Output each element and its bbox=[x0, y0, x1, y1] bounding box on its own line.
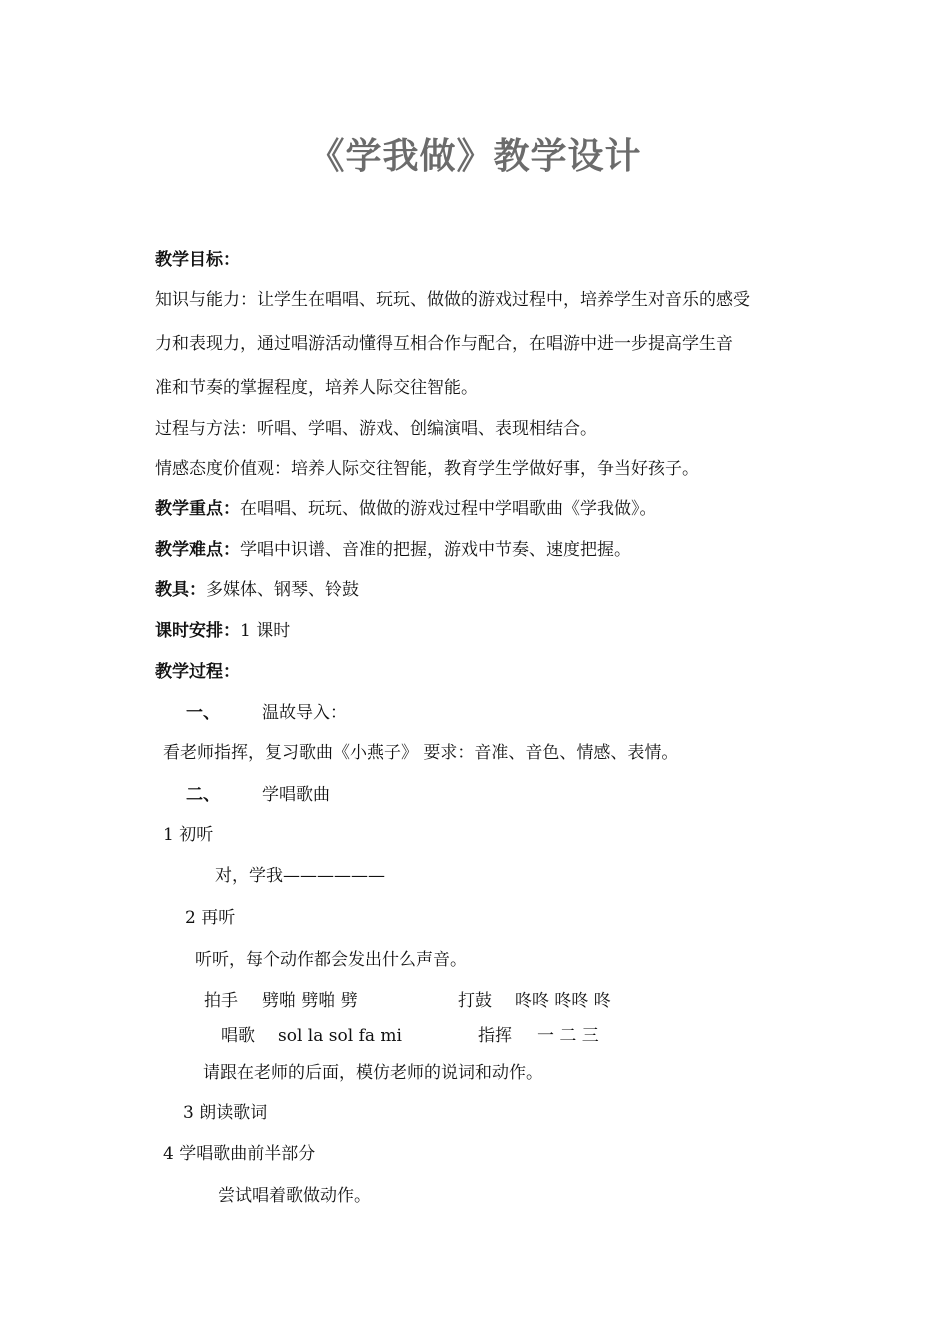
imitate-text: 请跟在老师的后面，模仿老师的说词和动作。 bbox=[203, 1063, 543, 1083]
tools-text: 多媒体、钢琴、铃鼓 bbox=[206, 580, 359, 600]
step3-heading: 3 朗读歌词 bbox=[183, 1103, 268, 1123]
step4-heading: 4 学唱歌曲前半部分 bbox=[163, 1144, 316, 1164]
difficulty bbox=[155, 539, 631, 561]
process-method: 过程与方法：听唱、学唱、游戏、创编演唱、表现相结合。 bbox=[155, 419, 597, 439]
tools-label: 教具： bbox=[155, 580, 206, 600]
step1-heading: 1 初听 bbox=[163, 825, 214, 845]
clap-label: 拍手 bbox=[204, 991, 238, 1011]
tools bbox=[155, 579, 359, 601]
step4-text: 尝试唱着歌做动作。 bbox=[218, 1186, 371, 1206]
difficulty-label: 教学难点： bbox=[155, 540, 240, 560]
section1-number: 一、 bbox=[186, 703, 220, 723]
difficulty-text: 学唱中识谱、音准的把握，游戏中节奏、速度把握。 bbox=[240, 540, 631, 560]
review-text: 看老师指挥，复习歌曲《小燕子》 要求：音准、音色、情感、表情。 bbox=[163, 743, 679, 763]
step2-text: 听听，每个动作都会发出什么声音。 bbox=[195, 950, 467, 970]
sing-label: 唱歌 bbox=[221, 1026, 255, 1046]
objectives-heading: 教学目标： bbox=[155, 250, 240, 270]
knowledge-line-2: 力和表现力，通过唱游活动懂得互相合作与配合，在唱游中进一步提高学生音 bbox=[155, 334, 733, 354]
conduct-sound: 一 二 三 bbox=[537, 1026, 599, 1046]
drum-label: 打鼓 bbox=[458, 991, 492, 1011]
step2-heading: 2 再听 bbox=[185, 908, 236, 928]
section2-title: 学唱歌曲 bbox=[262, 785, 330, 805]
step1-text: 对，学我—————— bbox=[215, 866, 385, 886]
drum-sound: 咚咚 咚咚 咚 bbox=[515, 991, 611, 1011]
key-point-label: 教学重点： bbox=[155, 499, 240, 519]
knowledge-line-1: 知识与能力：让学生在唱唱、玩玩、做做的游戏过程中，培养学生对音乐的感受 bbox=[155, 290, 750, 310]
section2-number: 二、 bbox=[186, 785, 220, 805]
conduct-label: 指挥 bbox=[478, 1026, 512, 1046]
process-heading: 教学过程： bbox=[155, 662, 240, 682]
clap-sound: 劈啪 劈啪 劈 bbox=[262, 991, 358, 1011]
emotion-goal: 情感态度价值观：培养人际交往智能，教育学生学做好事，争当好孩子。 bbox=[155, 459, 699, 479]
key-point-text: 在唱唱、玩玩、做做的游戏过程中学唱歌曲《学我做》。 bbox=[240, 499, 657, 519]
key-point bbox=[155, 498, 657, 520]
section1-title: 温故导入： bbox=[262, 703, 347, 723]
sing-sound: sol la sol fa mi bbox=[278, 1026, 402, 1046]
schedule-label: 课时安排： bbox=[155, 621, 240, 641]
knowledge-line-3: 准和节奏的掌握程度，培养人际交往智能。 bbox=[155, 378, 478, 398]
schedule bbox=[155, 620, 290, 642]
document-title: 《学我做》教学设计 bbox=[308, 135, 642, 177]
schedule-text: 1 课时 bbox=[240, 621, 291, 641]
